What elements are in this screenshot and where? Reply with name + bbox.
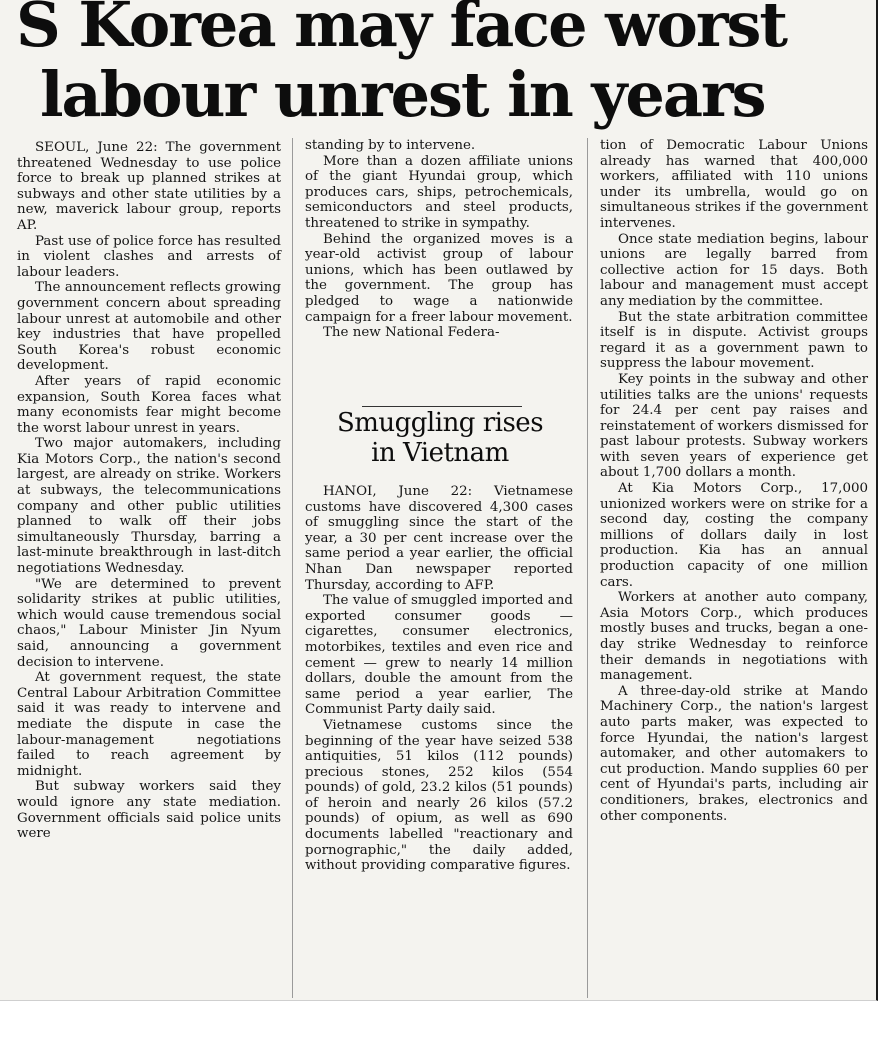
- paragraph: Two major automakers, including Kia Motors Corp., the nation's second largest, are already on strike. Workers at subways, the telecommunications company and other public utilities planned to walk off their jobs simultaneously Thursday, barring a last-minute breakthrough in last-ditch negotiations Wednesday.: [17, 436, 281, 577]
- paragraph: Past use of police force has resulted in violent clashes and arrests of labour leaders.: [17, 233, 281, 280]
- paragraph: Key points in the subway and other utilities talks are the unions' requests for 24.4 per cent pay raises and reinstatement of workers dismissed for past labour protests. Subway workers with seven years of experience get about 1,700 dollars a month.: [600, 371, 868, 481]
- paragraph: Once state mediation begins, labour unions are legally barred from collective action for 15 days. Both labour and management must accept any mediation by the committee.: [600, 231, 868, 309]
- sidebar-headline-line-1: Smuggling rises: [336, 408, 544, 438]
- sidebar-headline: [300, 408, 580, 468]
- article-column-2: [305, 138, 573, 341]
- paragraph: After years of rapid economic expansion, South Korea faces what many economists fear might become the worst labour unrest in years.: [17, 373, 281, 436]
- paragraph: The announcement reflects growing government concern about spreading labour unrest at automobile and other key industries that have propelled South Korea's robust economic development.: [17, 280, 281, 374]
- paragraph: But subway workers said they would ignore any state mediation. Government officials said police units were: [17, 779, 281, 842]
- column-divider: [587, 138, 588, 998]
- sidebar-divider: [362, 406, 522, 407]
- headline-line-2: labour unrest in years: [40, 58, 765, 131]
- paragraph: tion of Democratic Labour Unions already has warned that 400,000 workers, affiliated with 110 unions under its umbrella, would go on simultaneous strikes if the government intervenes.: [600, 138, 868, 231]
- paragraph: But the state arbitration committee itself is in dispute. Activist groups regard it as a government pawn to suppress the labour movement.: [600, 309, 868, 372]
- paragraph: Vietnamese customs since the beginning of the year have seized 538 antiquities, 51 kilos (112 pounds) precious stones, 252 kilos (554 pounds) of gold, 23.2 kilos (51 pounds) of heroin and nearly 26 kilos (57.2 pounds) of opium, as well as 690 documents labelled "reactionary and pornographic," the daily added, without providing comparative figures.: [305, 717, 573, 874]
- sidebar-story-body: [305, 484, 573, 874]
- paragraph: At government request, the state Central Labour Arbitration Committee said it was ready to intervene and mediate the dispute in case the labour-management negotiations failed to reach agreement by midnight.: [17, 670, 281, 779]
- paragraph: Workers at another auto company, Asia Motors Corp., which produces mostly buses and trucks, began a one-day strike Wednesday to reinforce their demands in negotiations with management.: [600, 590, 868, 684]
- column-divider: [292, 138, 293, 998]
- paragraph: The new National Federa-: [323, 325, 500, 341]
- sidebar-headline-line-2: in Vietnam: [371, 438, 509, 468]
- paragraph: Behind the organized moves is a year-old activist group of labour unions, which has been outlawed by the government. The group has pledged to wage a nationwide campaign for a freer labour movement.: [305, 231, 573, 325]
- paragraph: "We are determined to prevent solidarity strikes at public utilities, which would cause tremendous social chaos," Labour Minister Jin Nyum said, announcing a government decision to intervene.: [17, 576, 281, 670]
- headline-line-1: S Korea may face worst: [16, 0, 787, 61]
- paragraph: HANOI, June 22: Vietnamese customs have discovered 4,300 cases of smuggling since the start of the year, a 30 per cent increase over the same period a year earlier, the official Nhan Dan newspaper reported Thursday, according to AFP.: [305, 484, 573, 593]
- paragraph: standing by to intervene.: [305, 138, 476, 153]
- paragraph: A three-day-old strike at Mando Machinery Corp., the nation's largest auto parts maker, was expected to force Hyundai, the nation's largest automaker, and other automakers to cut production. Mando supplies 60 per cent of Hyundai's parts, including air conditioners, brakes, electronics and other components.: [600, 683, 868, 824]
- paragraph: More than a dozen affiliate unions of the giant Hyundai group, which produces cars, ships, petrochemicals, semiconductors and steel products, threatened to strike in sympathy.: [305, 153, 573, 231]
- article-column-1: [17, 140, 281, 842]
- paragraph: The value of smuggled imported and exported consumer goods — cigarettes, consumer electronics, motorbikes, textiles and even rice and cement — grew to nearly 14 million dollars, double the amount from the same period a year earlier, The Communist Party daily said.: [305, 593, 573, 718]
- paragraph: At Kia Motors Corp., 17,000 unionized workers were on strike for a second day, costing the company millions of dollars daily in lost production. Kia has an annual production capacity of one million cars.: [600, 481, 868, 590]
- paragraph: SEOUL, June 22: The government threatened Wednesday to use police force to break up planned strikes at subways and other state utilities by a new, maverick labour group, reports AP.: [17, 140, 281, 233]
- article-column-3: [600, 138, 868, 824]
